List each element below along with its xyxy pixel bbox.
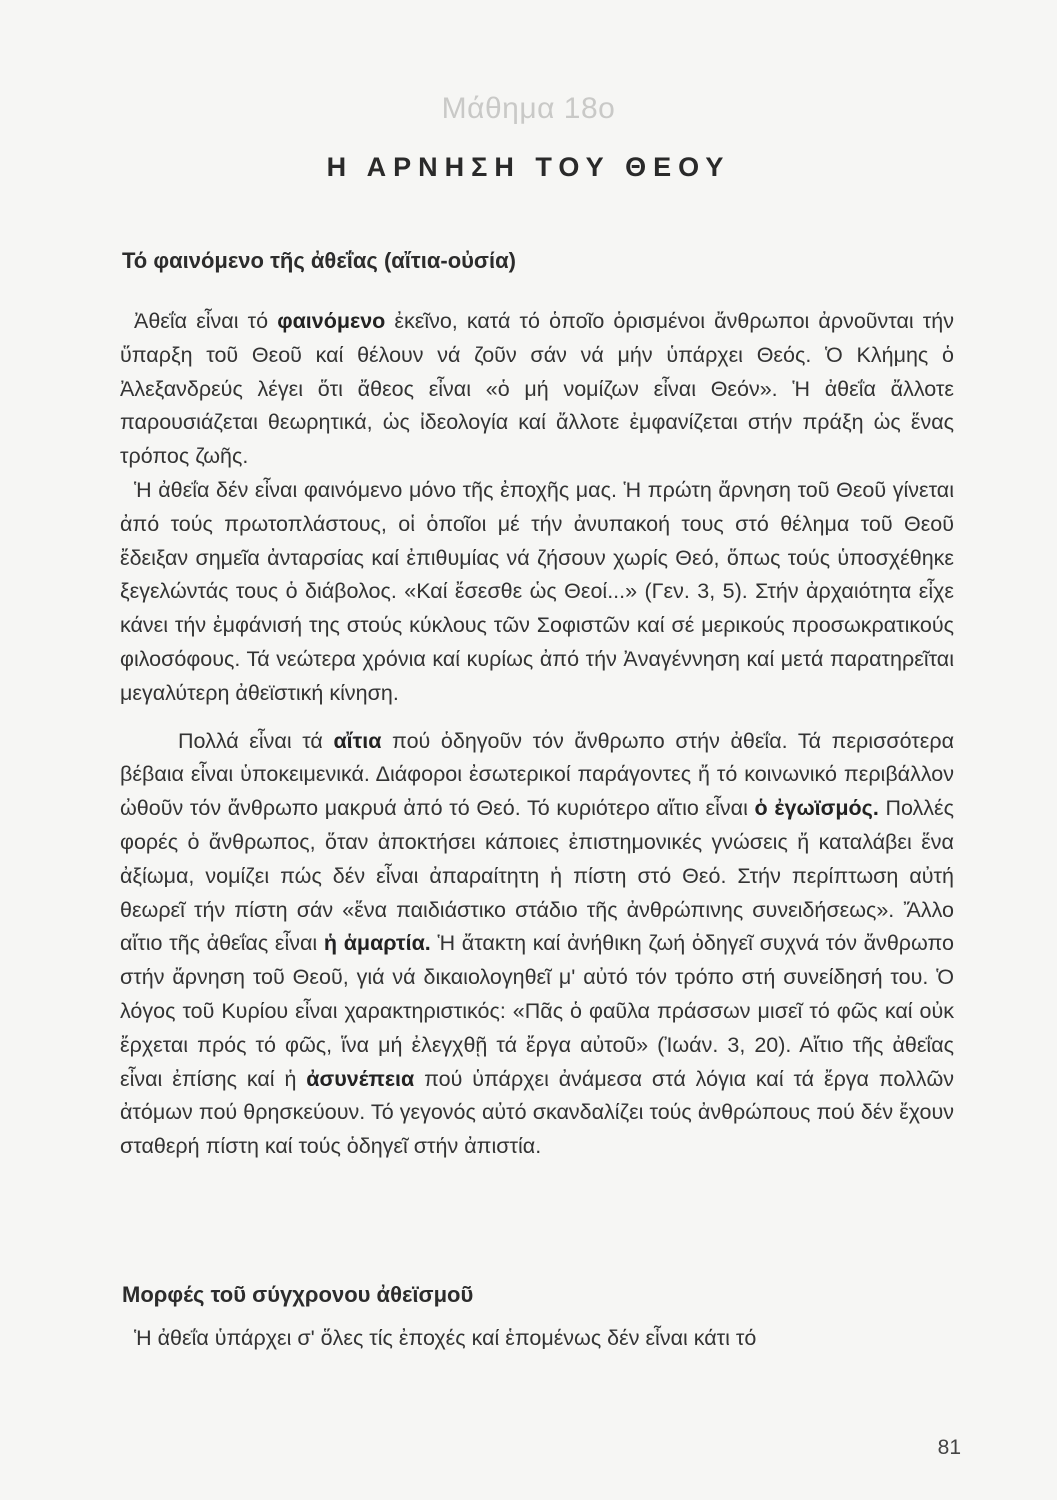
bold-term-sin: ἡ ἁμαρτία. — [323, 931, 431, 956]
paragraph-definition: Ἀθεΐα εἶναι τό φαινόμενο ἐκεῖνο, κατά τό ὁποῖο ὁρισμένοι ἄνθρωποι ἀρνοῦνται τήν ὕπαρξη τοῦ Θεοῦ καί θέλουν νά ζοῦν σάν νά μήν ὑπάρχει Θεός. Ὁ Κλήμης ὁ Ἀλεξανδρεύς λέγει ὅτι ἄθεος εἶναι «ὁ μή νομίζων εἶναι Θεόν». Ἡ ἀθεΐα ἄλλοτε παρουσιάζεται θεωρητικά, ὡς ἰδεολογία καί ἄλλοτε ἐμφανίζεται στήν πράξη ὡς ἕνας τρόπος ζωῆς. — [120, 309, 954, 469]
paragraph-causes: Πολλά εἶναι τά αἴτια πού ὁδηγοῦν τόν ἄνθρωπο στήν ἀθεΐα. Τά περισσότερα βέβαια εἶναι ὑποκειμενικά. Διάφοροι ἐσωτερικοί παράγοντες ἤ τό κοινωνικό περιβάλλον ὠθοῦν τόν ἄνθρωπο μακρυά ἀπό τό Θεό. Τό κυριότερο αἴτιο εἶναι ὁ ἐγωϊσμός. Πολλές φορές ὁ ἄνθρωπος, ὅταν ἀποκτήσει κάποιες ἐπιστημονικές γνώσεις ἤ καταλάβει ἕνα ἀξίωμα, νομίζει πώς δέν εἶναι ἀπαραίτητη ἡ πίστη στό Θεό. Στήν περίπτωση αὐτή θεωρεῖ τήν πίστη σάν «ἕνα παιδιάστικο στάδιο τῆς ἀνθρώπινης συνειδήσεως». Ἄλλο αἴτιο τῆς ἀθεΐας εἶναι ἡ ἁμαρτία. Ἡ ἄτακτη καί ἀνήθικη ζωή ὁδηγεῖ συχνά τόν ἄνθρωπο στήν ἄρνηση τοῦ Θεοῦ, γιά νά δικαιολογηθεῖ μ' αὐτό τόν τρόπο στή συνείδησή του. Ὁ λόγος τοῦ Κυρίου εἶναι χαρακτηριστικός: «Πᾶς ὁ φαῦλα πράσσων μισεῖ τό φῶς καί οὐκ ἔρχεται πρός τό φῶς, ἵνα μή ἐλεγχθῇ τά ἔργα αὐτοῦ» (Ἰωάν. 3, 20). Αἴτιο τῆς ἀθεΐας εἶναι ἐπίσης καί ἡ ἀσυνέπεια πού ὑπάρχει ἀνάμεσα στά λόγια καί τά ἔργα πολλῶν ἀτόμων πού θρησκεύουν. Τό γεγονός αὐτό σκανδαλίζει τούς ἀνθρώπους πού δέν ἔχουν σταθερή πίστη καί τούς ὁδηγεῖ στήν ἀπιστία. — [120, 728, 955, 1159]
bold-term-causes: αἴτια — [333, 728, 382, 753]
chapter-title: Η ΑΡΝΗΣΗ ΤΟΥ ΘΕΟΥ — [326, 152, 731, 182]
section-heading-phenomenon: Τό φαινόμενο τῆς ἀθεΐας (αἴτια-οὐσία) — [122, 248, 516, 273]
page-number: 81 — [937, 1436, 961, 1459]
paragraph-modern-atheism: Ἡ ἀθεΐα ὑπάρχει σ' ὅλες τίς ἐποχές καί ἑπομένως δέν εἶναι κάτι τό — [134, 1326, 757, 1350]
paragraph-history: Ἡ ἀθεΐα δέν εἶναι φαινόμενο μόνο τῆς ἐποχῆς μας. Ἡ πρώτη ἄρνηση τοῦ Θεοῦ γίνεται ἀπό τούς πρωτοπλάστους, οἱ ὁποῖοι μέ τήν ἀνυπακοή τους στό θέλημα τοῦ Θεοῦ ἔδειξαν σημεῖα ἀνταρσίας καί ἐπιθυμίας νά ζήσουν χωρίς Θεό, ὅπως τούς ὑποσχέθηκε ξεγελώντάς τους ὁ διάβολος. «Καί ἔσεσθε ὡς Θεοί...» (Γεν. 3, 5). Στήν ἀρχαιότητα εἶχε κάνει τήν ἐμφάνισή της στούς κύκλους τῶν Σοφιστῶν καί σέ μερικούς προσωκρατικούς φιλοσόφους. Τά νεώτερα χρόνια καί κυρίως ἀπό τήν Ἀναγέννηση καί μετά παρατηρεῖται μεγαλύτερη ἀθεϊστική κίνηση. — [120, 477, 954, 705]
bold-term-inconsistency: ἀσυνέπεια — [306, 1066, 415, 1091]
lesson-label: Μάθημα 18ο — [441, 92, 616, 125]
section-body-phenomenon — [120, 305, 954, 1164]
bold-term-egoism: ὁ ἐγωϊσμός. — [754, 796, 879, 821]
section-body-modern-atheism — [120, 1322, 954, 1356]
bold-term-phenomenon: φαινόμενο — [277, 309, 386, 333]
section-heading-modern-atheism: Μορφές τοῦ σύγχρονου ἀθεϊσμοῦ — [122, 1282, 474, 1307]
